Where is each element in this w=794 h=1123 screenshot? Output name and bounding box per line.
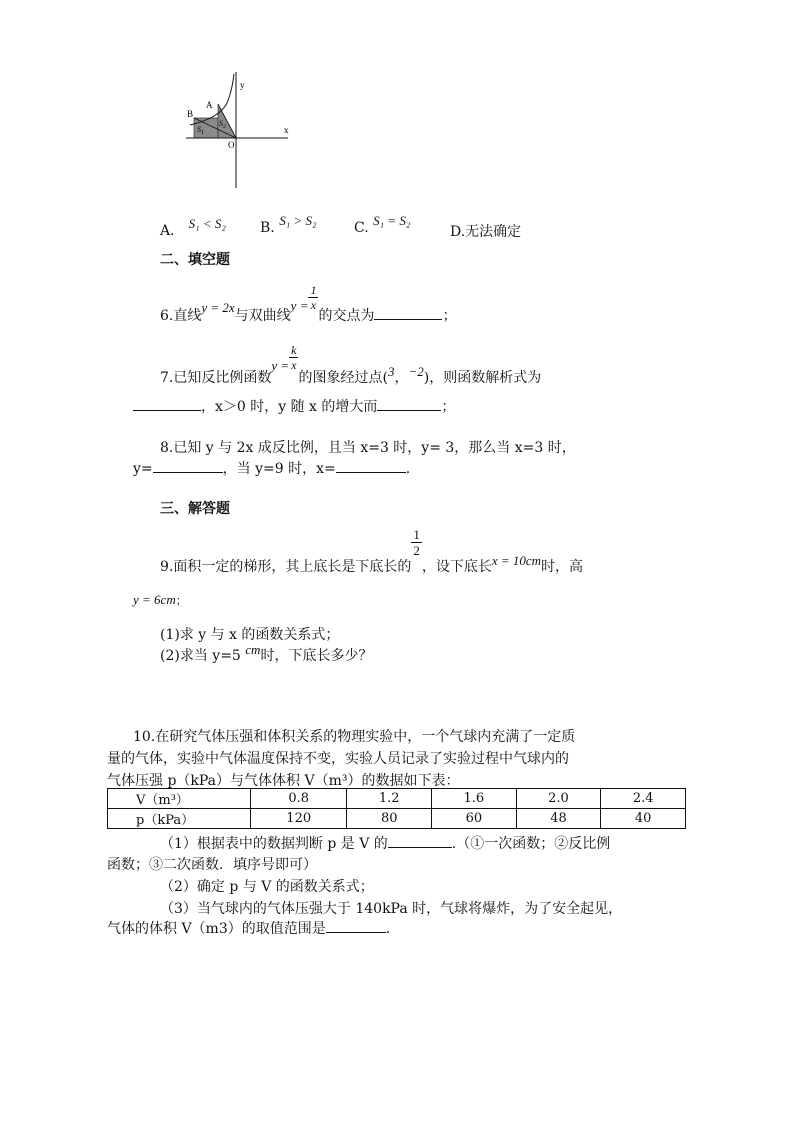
point-b-label: B — [187, 109, 194, 119]
q9-line1 — [160, 527, 584, 575]
q9-x-eq: x = 10cm — [491, 552, 542, 568]
option-b-math: S₁ > S₂ — [279, 213, 317, 228]
q6-end: ； — [442, 307, 457, 324]
pressure-label-cell: p（kPa） — [108, 809, 251, 829]
q6-eq2-fraction — [308, 284, 318, 311]
point-a-label: A — [206, 100, 213, 110]
q9-frac-den: 2 — [413, 543, 420, 558]
q9-sub2 — [160, 642, 373, 665]
q6-eq2-den: x — [310, 298, 317, 312]
q6-answer-blank[interactable] — [374, 306, 442, 320]
q7-comma: ， — [394, 369, 409, 386]
q10-sub3-line1: （3）当气球内的气体压强大于 140kPa 时，气球将爆炸，为了安全起见， — [160, 901, 623, 917]
option-a: A． — [160, 223, 185, 239]
volume-cell: 1.2 — [347, 789, 432, 809]
pressure-cell: 80 — [347, 809, 432, 829]
q10-para-line1: 10.在研究气体压强和体积关系的物理实验中，一个气球内充满了一定质 — [133, 729, 576, 745]
volume-cell: 2.0 — [516, 789, 601, 809]
volume-cell: 1.6 — [432, 789, 517, 809]
volume-cell: 2.4 — [601, 789, 686, 809]
q8-y-blank[interactable] — [153, 459, 223, 473]
q10-sub2: （2）确定 p 与 V 的函数关系式； — [160, 879, 374, 895]
q9-frac-num: 1 — [413, 527, 420, 542]
volume-cell: 0.8 — [251, 789, 347, 809]
q9-fraction — [411, 528, 422, 557]
hyperbola-figure — [180, 70, 305, 190]
q7-eq-left: y = — [271, 357, 290, 373]
q9-sub2-unit: cm — [245, 642, 261, 657]
q7-py: −2 — [408, 363, 424, 379]
q8-end: . — [405, 461, 411, 477]
q10-data-table — [107, 788, 686, 829]
option-a-math: S₁ < S₂ — [188, 216, 226, 231]
section2-title: 二、填空题 — [160, 252, 230, 268]
q7-mid: 的图象经过点( — [298, 369, 388, 386]
q10-sub3-blank[interactable] — [326, 919, 386, 933]
q7-line2 — [133, 396, 455, 416]
origin-label: O — [228, 140, 235, 150]
q5-options — [160, 216, 226, 240]
option-c-math: S₁ = S₂ — [373, 213, 411, 228]
s1-label: $S_1$ — [197, 125, 204, 136]
q7-eq-den: x — [291, 358, 297, 372]
table-row-pressure — [108, 809, 686, 829]
q6-line — [160, 280, 457, 324]
q7-trend-blank[interactable] — [377, 397, 441, 411]
q7-end: ； — [441, 399, 456, 415]
pressure-cell: 48 — [516, 809, 601, 829]
q8-line2 — [133, 458, 410, 478]
option-d: D.无法确定 — [450, 224, 522, 240]
q8-line1: 8.已知 y 与 2x 成反比例，且当 x=3 时，y= 3，那么当 x=3 时， — [160, 440, 576, 456]
section3-title: 三、解答题 — [160, 501, 230, 517]
q9-sub2-prefix: (2)求当 y=5 — [160, 648, 241, 664]
volume-label-cell: V（m³） — [108, 789, 251, 809]
q10-para-line3: 气体压强 p（kPa）与气体体积 V（m³）的数据如下表： — [107, 773, 460, 789]
q10-sub1-line2: 函数；③二次函数．填序号即可） — [107, 857, 317, 873]
q6-suffix: 的交点为 — [318, 307, 375, 324]
q10-para-line2: 量的气体，实验中气体温度保持不变，实验人员记录了实验过程中气球内的 — [107, 751, 569, 767]
q9-sub1: (1)求 y 与 x 的函数关系式； — [160, 627, 340, 643]
q6-prefix: 6.直线 — [160, 307, 202, 324]
q8-line2-mid: ，当 y=9 时，x= — [222, 461, 336, 477]
s2-label: $S_2$ — [219, 119, 226, 130]
q6-eq1: y = 2x — [201, 299, 235, 315]
q7-expression-blank[interactable] — [133, 397, 201, 411]
q9-y-eq: y = 6cm — [133, 592, 176, 607]
q10-sub1-line1 — [160, 833, 610, 853]
q6-eq2-left: y = — [290, 297, 309, 313]
q7-px: 3 — [387, 363, 395, 379]
option-b-wrap — [260, 213, 317, 236]
q9-sub2-suffix: 时，下底长多少？ — [260, 648, 373, 664]
pressure-cell: 60 — [432, 809, 517, 829]
q10-sub1-blank[interactable] — [388, 834, 452, 848]
q8-line2-prefix: y= — [133, 461, 153, 477]
q7-eq-fraction — [289, 344, 298, 371]
q10-sub1-text: （1）根据表中的数据判断 p 是 V 的 — [160, 836, 388, 852]
option-b: B. — [260, 220, 275, 236]
q6-middle: 与双曲线 — [234, 307, 291, 324]
table-row-volume — [108, 789, 686, 809]
q7-prefix: 7.已知反比例函数 — [160, 369, 272, 386]
q10-sub3-line2 — [107, 918, 390, 938]
option-c: C. — [354, 220, 369, 236]
y-axis-label: y — [240, 80, 245, 90]
q9-line2 — [133, 592, 187, 608]
q10-sub1-end: .（①一次函数；②反比例 — [451, 836, 611, 852]
q9-mid: ，设下底长 — [421, 558, 492, 575]
q9-suffix: 时，高 — [541, 558, 584, 575]
pressure-cell: 120 — [251, 809, 347, 829]
q6-eq2-num: 1 — [310, 283, 317, 297]
pressure-cell: 40 — [601, 809, 686, 829]
x-axis-label: x — [284, 125, 289, 135]
option-c-wrap — [354, 213, 411, 236]
q9-y-end: ； — [175, 594, 187, 607]
q7-line1 — [160, 342, 542, 386]
q10-sub3-text: 气体的体积 V（m3）的取值范围是 — [107, 921, 326, 937]
q7-suffix: )，则函数解析式为 — [423, 369, 542, 386]
q9-prefix: 9.面积一定的梯形，其上底长是下底长的 — [160, 558, 412, 575]
q7-line2-mid: ，x＞0 时，y 随 x 的增大而 — [201, 399, 378, 415]
q8-x-blank[interactable] — [336, 459, 406, 473]
q7-eq-num: k — [291, 343, 297, 357]
q10-sub3-end: . — [385, 921, 391, 937]
